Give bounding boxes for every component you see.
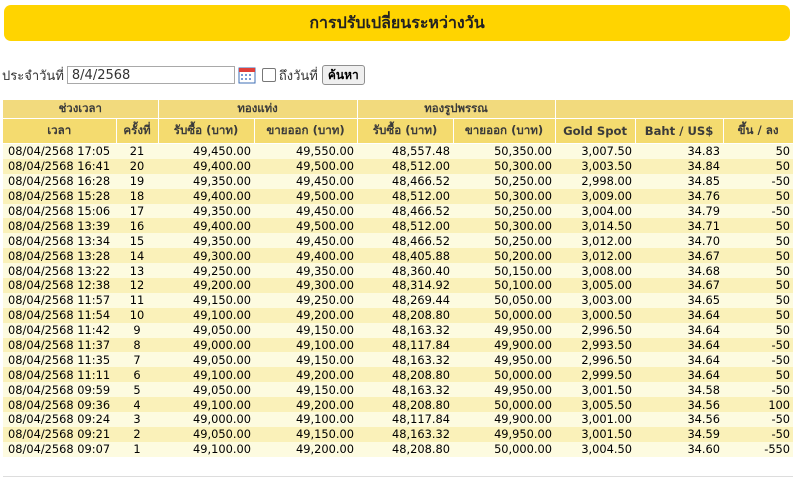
cell-time: 08/04/2568 13:39	[3, 218, 116, 233]
cell-gold-spot: 3,003.50	[555, 159, 635, 174]
cell-bar-buy: 49,000.00	[158, 338, 254, 353]
cell-ornament-buy: 48,512.00	[357, 189, 453, 204]
cell-time: 08/04/2568 13:22	[3, 263, 116, 278]
cell-ornament-sell: 50,250.00	[453, 174, 555, 189]
cell-round: 20	[116, 159, 158, 174]
cell-exchange-rate: 34.79	[635, 204, 723, 219]
cell-bar-buy: 49,050.00	[158, 323, 254, 338]
col-header-exchange-rate: Baht / US$	[635, 119, 723, 144]
cell-bar-sell: 49,450.00	[254, 174, 357, 189]
cell-bar-sell: 49,200.00	[254, 397, 357, 412]
cell-bar-buy: 49,400.00	[158, 159, 254, 174]
cell-bar-buy: 49,200.00	[158, 278, 254, 293]
cell-ornament-sell: 50,300.00	[453, 218, 555, 233]
cell-change: 50	[723, 218, 793, 233]
cell-round: 7	[116, 352, 158, 367]
cell-change: 50	[723, 263, 793, 278]
cell-exchange-rate: 34.64	[635, 323, 723, 338]
cell-time: 08/04/2568 09:36	[3, 397, 116, 412]
cell-bar-buy: 49,350.00	[158, 233, 254, 248]
table-row	[3, 427, 793, 442]
cell-ornament-sell: 50,200.00	[453, 248, 555, 263]
cell-ornament-buy: 48,163.32	[357, 323, 453, 338]
cell-ornament-sell: 50,000.00	[453, 367, 555, 382]
cell-time: 08/04/2568 11:42	[3, 323, 116, 338]
cell-gold-spot: 3,012.00	[555, 248, 635, 263]
table-row	[3, 144, 793, 159]
cell-gold-spot: 2,996.50	[555, 352, 635, 367]
table-row	[3, 248, 793, 263]
cell-ornament-buy: 48,466.52	[357, 204, 453, 219]
cell-bar-sell: 49,100.00	[254, 338, 357, 353]
cell-bar-sell: 49,450.00	[254, 233, 357, 248]
cell-gold-spot: 3,005.50	[555, 397, 635, 412]
cell-gold-spot: 3,004.50	[555, 442, 635, 457]
to-date-label: ถึงวันที่	[278, 68, 318, 84]
cell-ornament-sell: 50,350.00	[453, 144, 555, 159]
cell-gold-spot: 3,012.00	[555, 233, 635, 248]
cell-round: 11	[116, 293, 158, 308]
cell-bar-buy: 49,350.00	[158, 204, 254, 219]
cell-gold-spot: 3,009.00	[555, 189, 635, 204]
cell-time: 08/04/2568 09:24	[3, 412, 116, 427]
cell-bar-sell: 49,150.00	[254, 352, 357, 367]
col-header-bar-buy: รับซื้อ (บาท)	[158, 119, 254, 144]
cell-ornament-sell: 49,950.00	[453, 382, 555, 397]
cell-ornament-sell: 49,950.00	[453, 352, 555, 367]
cell-exchange-rate: 34.56	[635, 412, 723, 427]
table-bottom-border	[3, 476, 793, 477]
cell-gold-spot: 3,001.00	[555, 412, 635, 427]
cell-ornament-buy: 48,208.80	[357, 308, 453, 323]
cell-round: 17	[116, 204, 158, 219]
cell-bar-buy: 49,400.00	[158, 218, 254, 233]
cell-exchange-rate: 34.68	[635, 263, 723, 278]
cell-time: 08/04/2568 11:57	[3, 293, 116, 308]
cell-ornament-sell: 50,050.00	[453, 293, 555, 308]
cell-bar-buy: 49,000.00	[158, 412, 254, 427]
table-row	[3, 293, 793, 308]
cell-time: 08/04/2568 11:37	[3, 338, 116, 353]
table-row	[3, 308, 793, 323]
date-filter-bar	[0, 62, 800, 88]
cell-time: 08/04/2568 09:21	[3, 427, 116, 442]
table-row	[3, 412, 793, 427]
cell-bar-buy: 49,300.00	[158, 248, 254, 263]
table-row	[3, 263, 793, 278]
cell-ornament-buy: 48,208.80	[357, 367, 453, 382]
cell-change: -50	[723, 204, 793, 219]
cell-exchange-rate: 34.70	[635, 233, 723, 248]
cell-time: 08/04/2568 16:41	[3, 159, 116, 174]
cell-gold-spot: 3,007.50	[555, 144, 635, 159]
cell-ornament-sell: 50,300.00	[453, 159, 555, 174]
cell-exchange-rate: 34.56	[635, 397, 723, 412]
cell-round: 8	[116, 338, 158, 353]
date-input[interactable]	[67, 66, 235, 84]
cell-exchange-rate: 34.85	[635, 174, 723, 189]
cell-ornament-buy: 48,557.48	[357, 144, 453, 159]
cell-gold-spot: 3,001.50	[555, 382, 635, 397]
cell-time: 08/04/2568 15:28	[3, 189, 116, 204]
cell-bar-buy: 49,450.00	[158, 144, 254, 159]
cell-gold-spot: 3,001.50	[555, 427, 635, 442]
cell-bar-sell: 49,250.00	[254, 293, 357, 308]
cell-bar-sell: 49,300.00	[254, 278, 357, 293]
cell-time: 08/04/2568 12:38	[3, 278, 116, 293]
price-change-table	[3, 100, 794, 457]
table-row	[3, 218, 793, 233]
cell-change: 50	[723, 144, 793, 159]
cell-round: 9	[116, 323, 158, 338]
cell-time: 08/04/2568 11:11	[3, 367, 116, 382]
table-row	[3, 174, 793, 189]
cell-ornament-buy: 48,314.92	[357, 278, 453, 293]
cell-exchange-rate: 34.64	[635, 367, 723, 382]
cell-bar-sell: 49,200.00	[254, 442, 357, 457]
cell-change: -50	[723, 338, 793, 353]
cell-ornament-sell: 49,900.00	[453, 412, 555, 427]
group-header-time: ช่วงเวลา	[3, 100, 158, 119]
table-row	[3, 189, 793, 204]
cell-change: -550	[723, 442, 793, 457]
cell-bar-buy: 49,400.00	[158, 189, 254, 204]
cell-change: 100	[723, 397, 793, 412]
cell-ornament-buy: 48,208.80	[357, 397, 453, 412]
table-row	[3, 278, 793, 293]
table-row	[3, 159, 793, 174]
cell-bar-buy: 49,050.00	[158, 352, 254, 367]
cell-bar-sell: 49,500.00	[254, 218, 357, 233]
col-header-time: เวลา	[3, 119, 116, 144]
date-label: ประจำวันที่	[2, 68, 64, 84]
cell-bar-buy: 49,150.00	[158, 293, 254, 308]
cell-exchange-rate: 34.65	[635, 293, 723, 308]
cell-bar-buy: 49,350.00	[158, 174, 254, 189]
cell-ornament-buy: 48,360.40	[357, 263, 453, 278]
cell-round: 6	[116, 367, 158, 382]
cell-change: -50	[723, 412, 793, 427]
table-row	[3, 382, 793, 397]
cell-change: -50	[723, 382, 793, 397]
cell-gold-spot: 3,003.00	[555, 293, 635, 308]
group-header-gold-ornament: ทองรูปพรรณ	[357, 100, 555, 119]
cell-gold-spot: 3,008.00	[555, 263, 635, 278]
cell-exchange-rate: 34.71	[635, 218, 723, 233]
group-header-market	[555, 100, 793, 119]
cell-gold-spot: 2,996.50	[555, 323, 635, 338]
cell-gold-spot: 2,993.50	[555, 338, 635, 353]
cell-change: 50	[723, 159, 793, 174]
cell-time: 08/04/2568 11:35	[3, 352, 116, 367]
cell-time: 08/04/2568 09:59	[3, 382, 116, 397]
cell-ornament-sell: 49,950.00	[453, 427, 555, 442]
cell-bar-buy: 49,050.00	[158, 427, 254, 442]
cell-bar-sell: 49,100.00	[254, 412, 357, 427]
cell-round: 4	[116, 397, 158, 412]
search-button[interactable]: ค้นหา	[322, 65, 365, 85]
page-title: การปรับเปลี่ยนระหว่างวัน	[309, 12, 485, 32]
table-row	[3, 338, 793, 353]
cell-round: 13	[116, 263, 158, 278]
table-row	[3, 397, 793, 412]
cell-round: 5	[116, 382, 158, 397]
cell-ornament-sell: 50,300.00	[453, 189, 555, 204]
cell-bar-sell: 49,200.00	[254, 308, 357, 323]
cell-bar-sell: 49,500.00	[254, 159, 357, 174]
cell-ornament-buy: 48,117.84	[357, 338, 453, 353]
cell-ornament-sell: 50,100.00	[453, 278, 555, 293]
cell-round: 3	[116, 412, 158, 427]
cell-exchange-rate: 34.64	[635, 308, 723, 323]
group-header-gold-bar: ทองแท่ง	[158, 100, 357, 119]
col-header-round: ครั้งที่	[116, 119, 158, 144]
cell-exchange-rate: 34.76	[635, 189, 723, 204]
cell-ornament-sell: 50,000.00	[453, 308, 555, 323]
cell-time: 08/04/2568 09:07	[3, 442, 116, 457]
cell-time: 08/04/2568 13:28	[3, 248, 116, 263]
cell-gold-spot: 3,014.50	[555, 218, 635, 233]
cell-ornament-sell: 50,000.00	[453, 442, 555, 457]
cell-exchange-rate: 34.58	[635, 382, 723, 397]
cell-change: 50	[723, 367, 793, 382]
cell-bar-sell: 49,400.00	[254, 248, 357, 263]
cell-gold-spot: 3,004.00	[555, 204, 635, 219]
cell-round: 10	[116, 308, 158, 323]
cell-ornament-buy: 48,512.00	[357, 159, 453, 174]
cell-time: 08/04/2568 13:34	[3, 233, 116, 248]
cell-time: 08/04/2568 15:06	[3, 204, 116, 219]
cell-bar-buy: 49,100.00	[158, 367, 254, 382]
cell-round: 14	[116, 248, 158, 263]
cell-change: -50	[723, 352, 793, 367]
cell-change: 50	[723, 323, 793, 338]
cell-round: 19	[116, 174, 158, 189]
cell-ornament-buy: 48,163.32	[357, 382, 453, 397]
page-banner	[4, 5, 790, 41]
cell-bar-sell: 49,550.00	[254, 144, 357, 159]
cell-bar-buy: 49,100.00	[158, 397, 254, 412]
cell-bar-buy: 49,100.00	[158, 442, 254, 457]
cell-ornament-sell: 49,950.00	[453, 323, 555, 338]
cell-round: 1	[116, 442, 158, 457]
cell-exchange-rate: 34.67	[635, 248, 723, 263]
cell-ornament-buy: 48,163.32	[357, 427, 453, 442]
table-row	[3, 323, 793, 338]
col-header-ornament-buy: รับซื้อ (บาท)	[357, 119, 453, 144]
cell-ornament-buy: 48,466.52	[357, 233, 453, 248]
table-row	[3, 233, 793, 248]
cell-time: 08/04/2568 11:54	[3, 308, 116, 323]
cell-change: 50	[723, 293, 793, 308]
cell-time: 08/04/2568 16:28	[3, 174, 116, 189]
col-header-ornament-sell: ขายออก (บาท)	[453, 119, 555, 144]
cell-ornament-buy: 48,208.80	[357, 442, 453, 457]
cell-ornament-sell: 49,900.00	[453, 338, 555, 353]
cell-ornament-sell: 50,250.00	[453, 204, 555, 219]
cell-bar-sell: 49,350.00	[254, 263, 357, 278]
cell-ornament-buy: 48,117.84	[357, 412, 453, 427]
cell-ornament-buy: 48,512.00	[357, 218, 453, 233]
cell-round: 12	[116, 278, 158, 293]
cell-exchange-rate: 34.59	[635, 427, 723, 442]
col-header-gold-spot: Gold Spot	[555, 119, 635, 144]
cell-change: -50	[723, 427, 793, 442]
cell-gold-spot: 2,999.50	[555, 367, 635, 382]
cell-exchange-rate: 34.67	[635, 278, 723, 293]
cell-exchange-rate: 34.64	[635, 338, 723, 353]
cell-bar-sell: 49,150.00	[254, 323, 357, 338]
cell-ornament-buy: 48,269.44	[357, 293, 453, 308]
calendar-icon[interactable]	[238, 66, 256, 84]
cell-gold-spot: 2,998.00	[555, 174, 635, 189]
cell-change: 50	[723, 189, 793, 204]
cell-round: 2	[116, 427, 158, 442]
cell-round: 15	[116, 233, 158, 248]
cell-round: 21	[116, 144, 158, 159]
table-row	[3, 367, 793, 382]
cell-bar-sell: 49,200.00	[254, 367, 357, 382]
cell-change: 50	[723, 248, 793, 263]
cell-change: -50	[723, 174, 793, 189]
table-row	[3, 442, 793, 457]
cell-round: 16	[116, 218, 158, 233]
cell-bar-sell: 49,150.00	[254, 427, 357, 442]
cell-bar-sell: 49,450.00	[254, 204, 357, 219]
cell-bar-buy: 49,100.00	[158, 308, 254, 323]
cell-gold-spot: 3,005.00	[555, 278, 635, 293]
cell-change: 50	[723, 233, 793, 248]
cell-time: 08/04/2568 17:05	[3, 144, 116, 159]
col-header-change: ขึ้น / ลง	[723, 119, 793, 144]
cell-exchange-rate: 34.64	[635, 352, 723, 367]
col-header-bar-sell: ขายออก (บาท)	[254, 119, 357, 144]
cell-bar-buy: 49,250.00	[158, 263, 254, 278]
cell-change: 50	[723, 308, 793, 323]
cell-ornament-buy: 48,466.52	[357, 174, 453, 189]
cell-bar-sell: 49,150.00	[254, 382, 357, 397]
cell-exchange-rate: 34.60	[635, 442, 723, 457]
cell-exchange-rate: 34.84	[635, 159, 723, 174]
cell-ornament-sell: 50,150.00	[453, 263, 555, 278]
cell-ornament-buy: 48,163.32	[357, 352, 453, 367]
cell-ornament-sell: 50,250.00	[453, 233, 555, 248]
cell-ornament-buy: 48,405.88	[357, 248, 453, 263]
cell-bar-sell: 49,500.00	[254, 189, 357, 204]
cell-gold-spot: 3,000.50	[555, 308, 635, 323]
to-date-checkbox[interactable]	[262, 68, 276, 82]
cell-ornament-sell: 50,000.00	[453, 397, 555, 412]
table-row	[3, 352, 793, 367]
cell-round: 18	[116, 189, 158, 204]
cell-change: 50	[723, 278, 793, 293]
cell-exchange-rate: 34.83	[635, 144, 723, 159]
cell-bar-buy: 49,050.00	[158, 382, 254, 397]
table-row	[3, 204, 793, 219]
